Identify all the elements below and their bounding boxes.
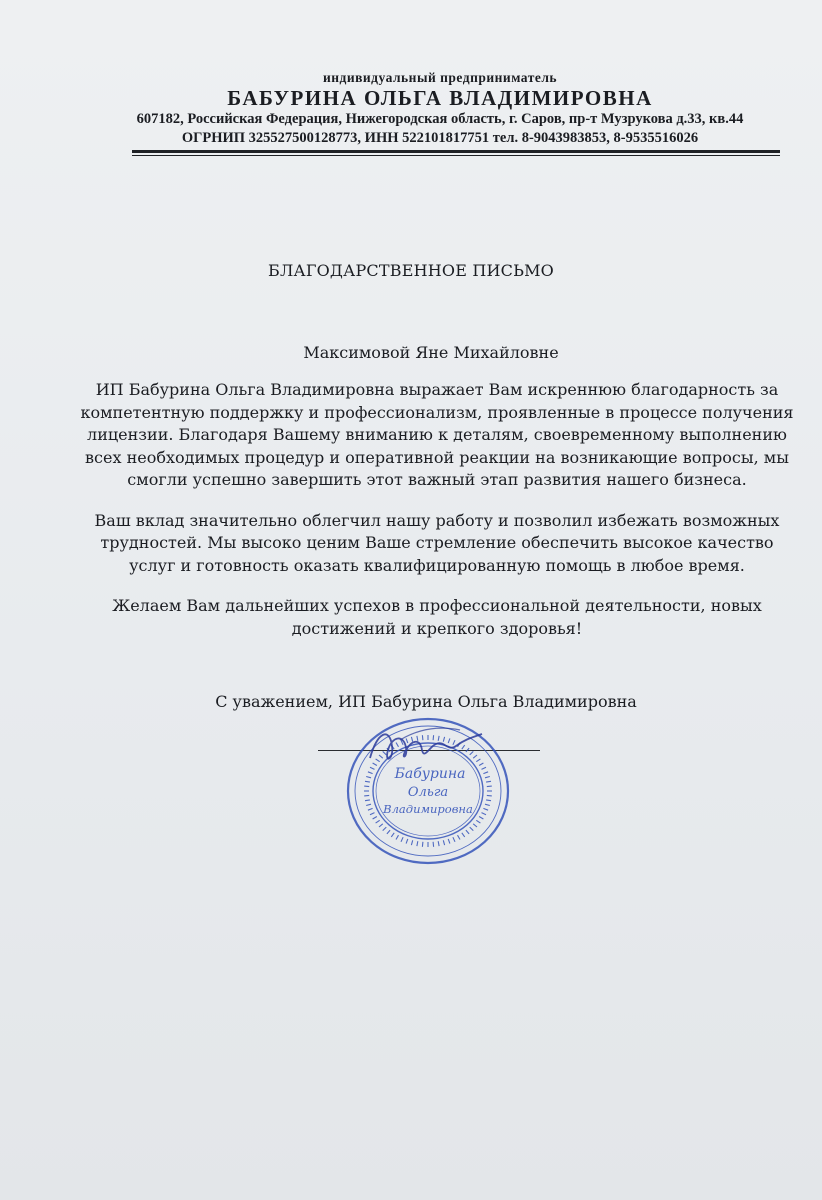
stamp-ring-mark — [470, 827, 474, 831]
letter-addressee: Максимовой Яне Михайловне — [303, 343, 559, 362]
letter-title: БЛАГОДАРСТВЕННОЕ ПИСЬМО — [268, 261, 554, 280]
stamp-ring-mark — [458, 835, 461, 839]
letterhead — [100, 70, 780, 148]
stamp-ring-mark — [365, 800, 370, 801]
stamp-ring-mark — [473, 824, 477, 827]
stamp-ring-mark — [368, 808, 373, 810]
stamp-ring-mark — [438, 841, 439, 846]
stamp-center-line: Ольга — [407, 785, 449, 800]
stamp-ring-mark — [383, 827, 387, 831]
letter-paragraph: Ваш вклад значительно облегчил нашу работу и позволил избежать возможных трудностей. Мы высоко ценим Ваше стремление обеспечить высокое качество услуг и готовность оказать квалифицированную помощь в любое время. — [94, 510, 780, 575]
stamp-ring-mark — [364, 795, 369, 796]
stamp-ring-mark — [411, 840, 412, 845]
stamp-ring-mark — [476, 820, 480, 823]
stamp-ring-mark — [379, 824, 383, 827]
letter-body — [76, 379, 798, 658]
stamp-ring-mark — [422, 842, 423, 847]
stamp-ring-mark — [486, 781, 491, 782]
handwritten-signature — [360, 720, 490, 780]
letter-closing: С уважением, ИП Бабурина Ольга Владимировна — [215, 692, 637, 711]
stamp-ring-mark — [453, 837, 455, 842]
letter-paragraph: Желаем Вам дальнейших успехов в профессиональной деятельности, новых достижений и крепкого здоровья! — [112, 596, 762, 638]
stamp-ring-mark — [401, 837, 403, 842]
stamp-ring-mark — [373, 817, 377, 820]
stamp-ring-mark — [483, 808, 488, 810]
stamp-ring-mark — [485, 804, 490, 805]
stamp-center-line: Бабурина — [394, 766, 466, 782]
letterhead-name: БАБУРИНА ОЛЬГА ВЛАДИМИРОВНА — [227, 86, 653, 110]
stamp-ring-mark — [406, 839, 408, 844]
letterhead-subtitle: индивидуальный предприниматель — [322, 70, 558, 85]
stamp-ring-mark — [387, 830, 390, 834]
stamp-ring-mark — [487, 795, 492, 796]
stamp-ring-mark — [365, 781, 370, 782]
stamp-ring-mark — [487, 786, 492, 787]
letterhead-address: 607182, Российская Федерация, Нижегородская область, г. Саров, пр-т Музрукова д.33, кв.44 — [136, 111, 744, 127]
stamp-ring-mark — [366, 804, 371, 805]
stamp-ring-mark — [376, 820, 380, 823]
stamp-ring-mark — [391, 833, 394, 837]
stamp-ring-mark — [486, 800, 491, 801]
stamp-center-line: Владимировна — [383, 802, 473, 816]
stamp-ring-mark — [370, 813, 375, 815]
stamp-ring-mark — [443, 840, 444, 845]
stamp-ring-mark — [466, 830, 469, 834]
letter-paragraph: ИП Бабурина Ольга Владимировна выражает Вам искреннюю благодарность за компетентную поддержку и профессионализм, проявленные в процессе получения лицензии. Благодаря Вашему вниманию к деталям, своевременному выполнению всех необходимых процедур и оперативной реакции на возникающие вопросы, мы смогли успешно завершить этот важный этап развития нашего бизнеса. — [80, 380, 794, 489]
stamp-ring-mark — [417, 841, 418, 846]
stamp-ring-mark — [433, 842, 434, 847]
stamp-ring-mark — [364, 786, 369, 787]
stamp-ring-mark — [462, 833, 465, 837]
letterhead-rule-thin — [132, 155, 780, 156]
stamp-ring-mark — [482, 813, 487, 815]
letterhead-rule-thick — [132, 150, 780, 153]
stamp-ring-mark — [396, 835, 399, 839]
letterhead-registry: ОГРНИП 325527500128773, ИНН 522101817751 тел. 8-9043983853, 8-9535516026 — [181, 130, 699, 146]
stamp-ring-mark — [448, 839, 450, 844]
stamp-ring-mark — [479, 817, 483, 820]
